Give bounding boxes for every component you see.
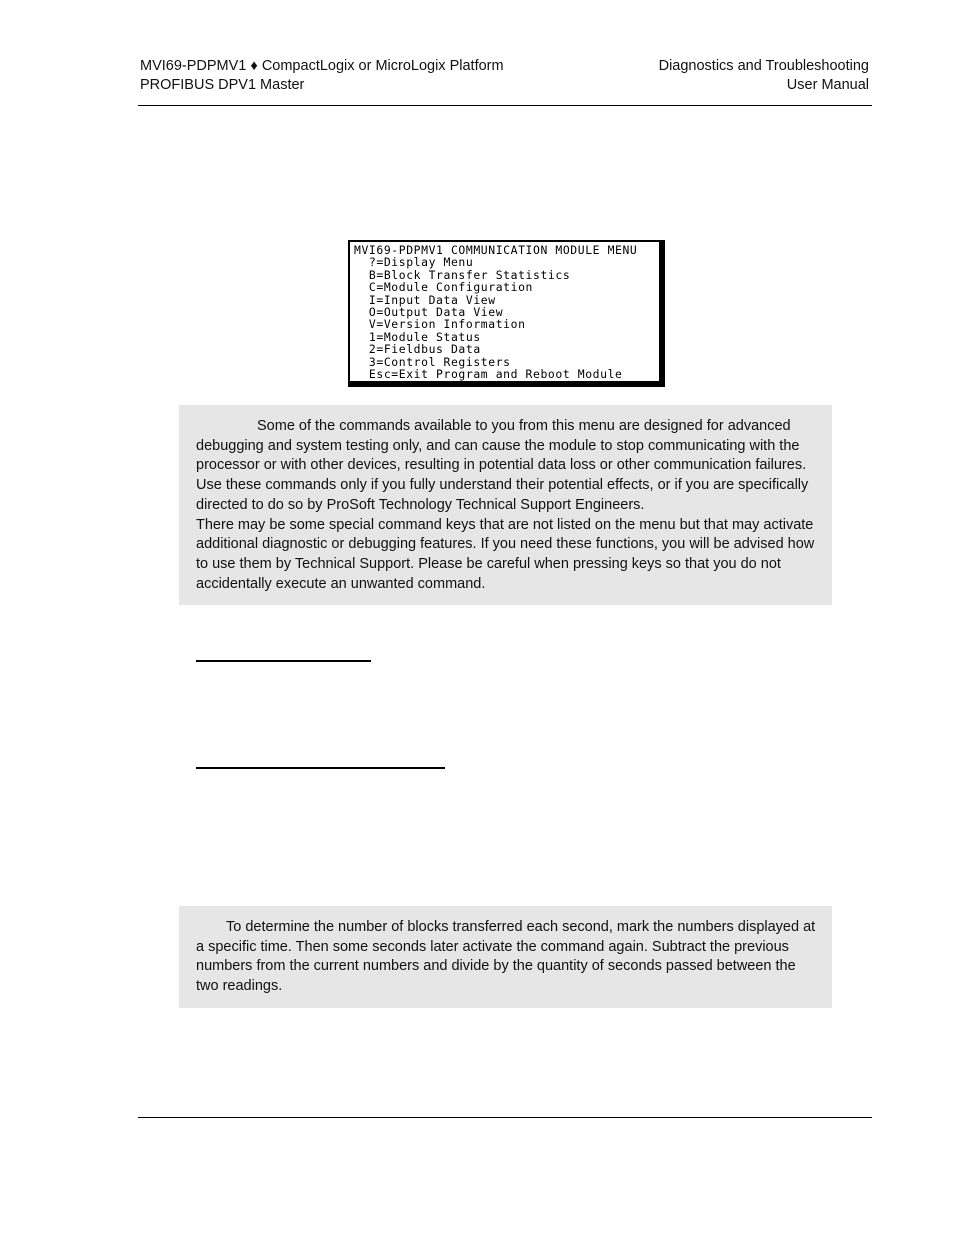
tip-note-paragraph: To determine the number of blocks transferred each second, mark the numbers displayed at a specific time. Then some seconds later activate the command again. Subtract the previous numbers from the current numbers and divide by the quantity of seconds passed between the two readings. xyxy=(196,919,816,995)
subsection-heading-underline xyxy=(196,767,445,769)
tip-note-box xyxy=(179,906,832,1008)
footer-divider xyxy=(138,1117,872,1118)
menu-option-module-status: 1=Module Status xyxy=(354,329,481,344)
header-product-subtitle: PROFIBUS DPV1 Master xyxy=(140,77,305,93)
menu-option-block-transfer-statistics: B=Block Transfer Statistics xyxy=(354,267,571,282)
menu-option-control-registers: 3=Control Registers xyxy=(354,354,511,369)
menu-option-display-menu: ?=Display Menu xyxy=(354,255,474,270)
header-document-type: User Manual xyxy=(786,77,869,93)
running-header-left xyxy=(140,57,504,95)
caution-note-box xyxy=(179,405,832,605)
header-divider xyxy=(138,105,872,106)
menu-option-input-data-view: I=Input Data View xyxy=(354,292,496,307)
terminal-menu-text xyxy=(350,242,659,380)
header-section-title: Diagnostics and Troubleshooting xyxy=(658,58,869,74)
terminal-menu-screenshot xyxy=(348,240,665,387)
menu-option-module-configuration: C=Module Configuration xyxy=(354,280,533,295)
caution-note-paragraph-2: There may be some special command keys that are not listed on the menu but that may activate additional diagnostic or debugging features. If you need these functions, you will be advised how to use them by Technical Support. Please be careful when pressing keys so that you do not accidentally execute an unwanted command. xyxy=(196,516,815,592)
menu-option-exit-reboot: Esc=Exit Program and Reboot Module xyxy=(354,367,623,382)
section-heading-underline xyxy=(196,660,371,662)
caution-note-paragraph-1: Some of the commands available to you from this menu are designed for advanced debugging and system testing only, and can cause the module to stop communicating with the processor or with other devices, resulting in potential data loss or other communication failures. Use these commands only if you fully understand their potential effects, or if you are specifically directed to do so by ProSoft Technology Technical Support Engineers. xyxy=(196,418,809,513)
menu-option-version-information: V=Version Information xyxy=(354,317,526,332)
terminal-menu-title: MVI69-PDPMV1 COMMUNICATION MODULE MENU xyxy=(354,243,638,257)
header-product-title: MVI69-PDPMV1 ♦ CompactLogix or MicroLogix Platform xyxy=(140,58,504,74)
menu-option-fieldbus-data: 2=Fieldbus Data xyxy=(354,342,481,357)
running-header-right xyxy=(659,57,869,95)
menu-option-output-data-view: O=Output Data View xyxy=(354,305,504,320)
